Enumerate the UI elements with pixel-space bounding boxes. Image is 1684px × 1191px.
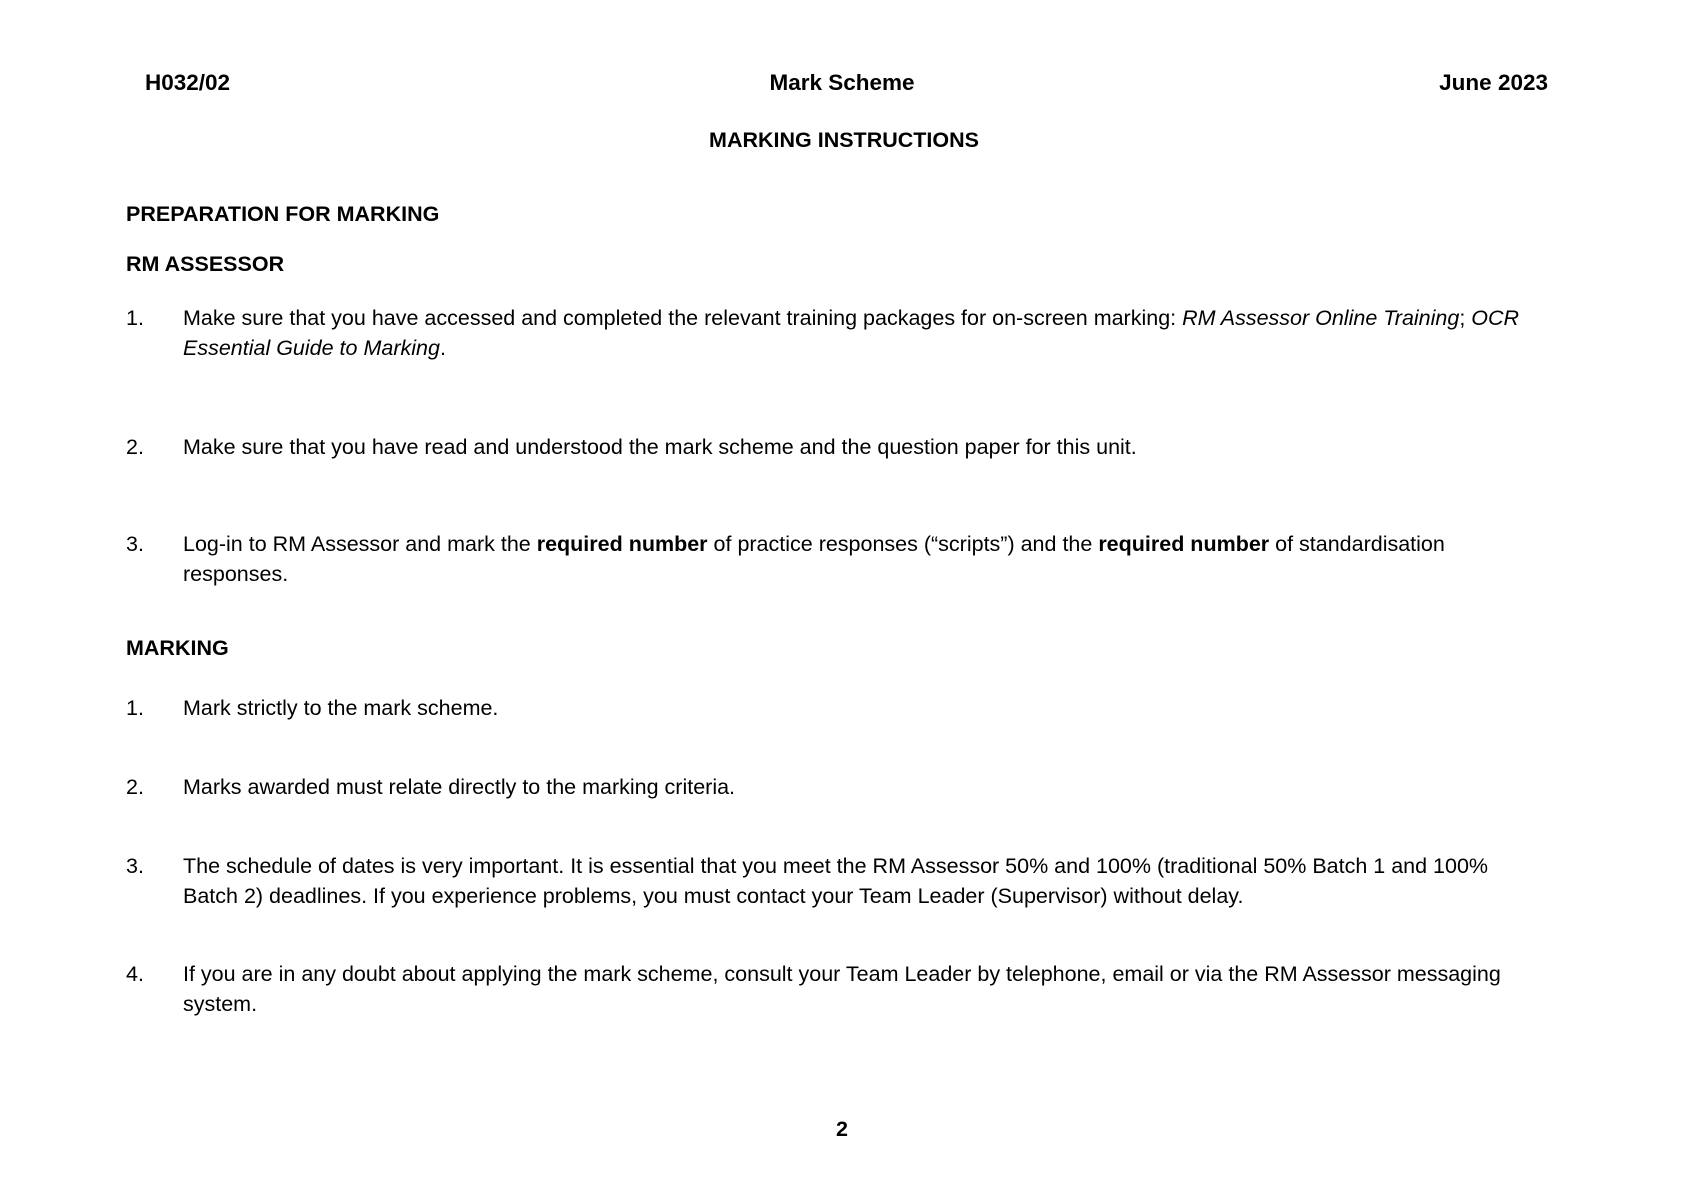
item-text: of standardisation (1269, 532, 1445, 556)
item-text: Batch 2) deadlines. If you experience problems, you must contact your Team Leader (Supervisor) without delay. (183, 884, 1244, 908)
header-date: June 2023 (1439, 70, 1548, 95)
item-number: 1. (126, 696, 144, 720)
item-text: Log-in to RM Assessor and mark the (183, 532, 537, 556)
item-text: of practice responses (“scripts”) and the (707, 532, 1099, 556)
item-text: Mark strictly to the mark scheme. (183, 696, 499, 720)
item-text: Make sure that you have accessed and completed the relevant training packages for on-screen marking: (183, 306, 1183, 330)
item-number: 2. (126, 775, 144, 799)
item-number: 2. (126, 435, 144, 459)
guide-title-part: OCR (1471, 306, 1520, 330)
item-number: 3. (126, 532, 144, 556)
emphasis-text: required number (1098, 532, 1270, 556)
item-number: 3. (126, 854, 144, 878)
item-text: system. (183, 992, 258, 1016)
item-text: If you are in any doubt about applying the mark scheme, consult your Team Leader by telephone, email or via the RM Assessor messaging (183, 962, 1501, 986)
item-text: responses. (183, 562, 289, 586)
item-text: Make sure that you have read and understood the mark scheme and the question paper for this unit. (183, 435, 1137, 459)
item-text: Marks awarded must relate directly to the marking criteria. (183, 775, 736, 799)
paper-code: H032/02 (145, 70, 231, 95)
item-text: The schedule of dates is very important. It is essential that you meet the RM Assessor 50% and 100% (traditional 50% Batch 1 and 100% (183, 854, 1489, 878)
full-stop: . (439, 336, 446, 360)
guide-title: Essential Guide to Marking (183, 336, 440, 360)
separator: ; (1459, 306, 1472, 330)
rm-assessor-heading: RM ASSESSOR (126, 252, 285, 276)
training-title: RM Assessor Online Training (1182, 306, 1460, 330)
page-number: 2 (836, 1117, 848, 1141)
emphasis-text: required number (536, 532, 708, 556)
preparation-heading: PREPARATION FOR MARKING (126, 202, 440, 226)
item-number: 4. (126, 962, 144, 986)
section-title: MARKING INSTRUCTIONS (709, 128, 979, 152)
header-title: Mark Scheme (769, 70, 915, 95)
marking-heading: MARKING (126, 636, 229, 660)
item-number: 1. (126, 306, 144, 330)
